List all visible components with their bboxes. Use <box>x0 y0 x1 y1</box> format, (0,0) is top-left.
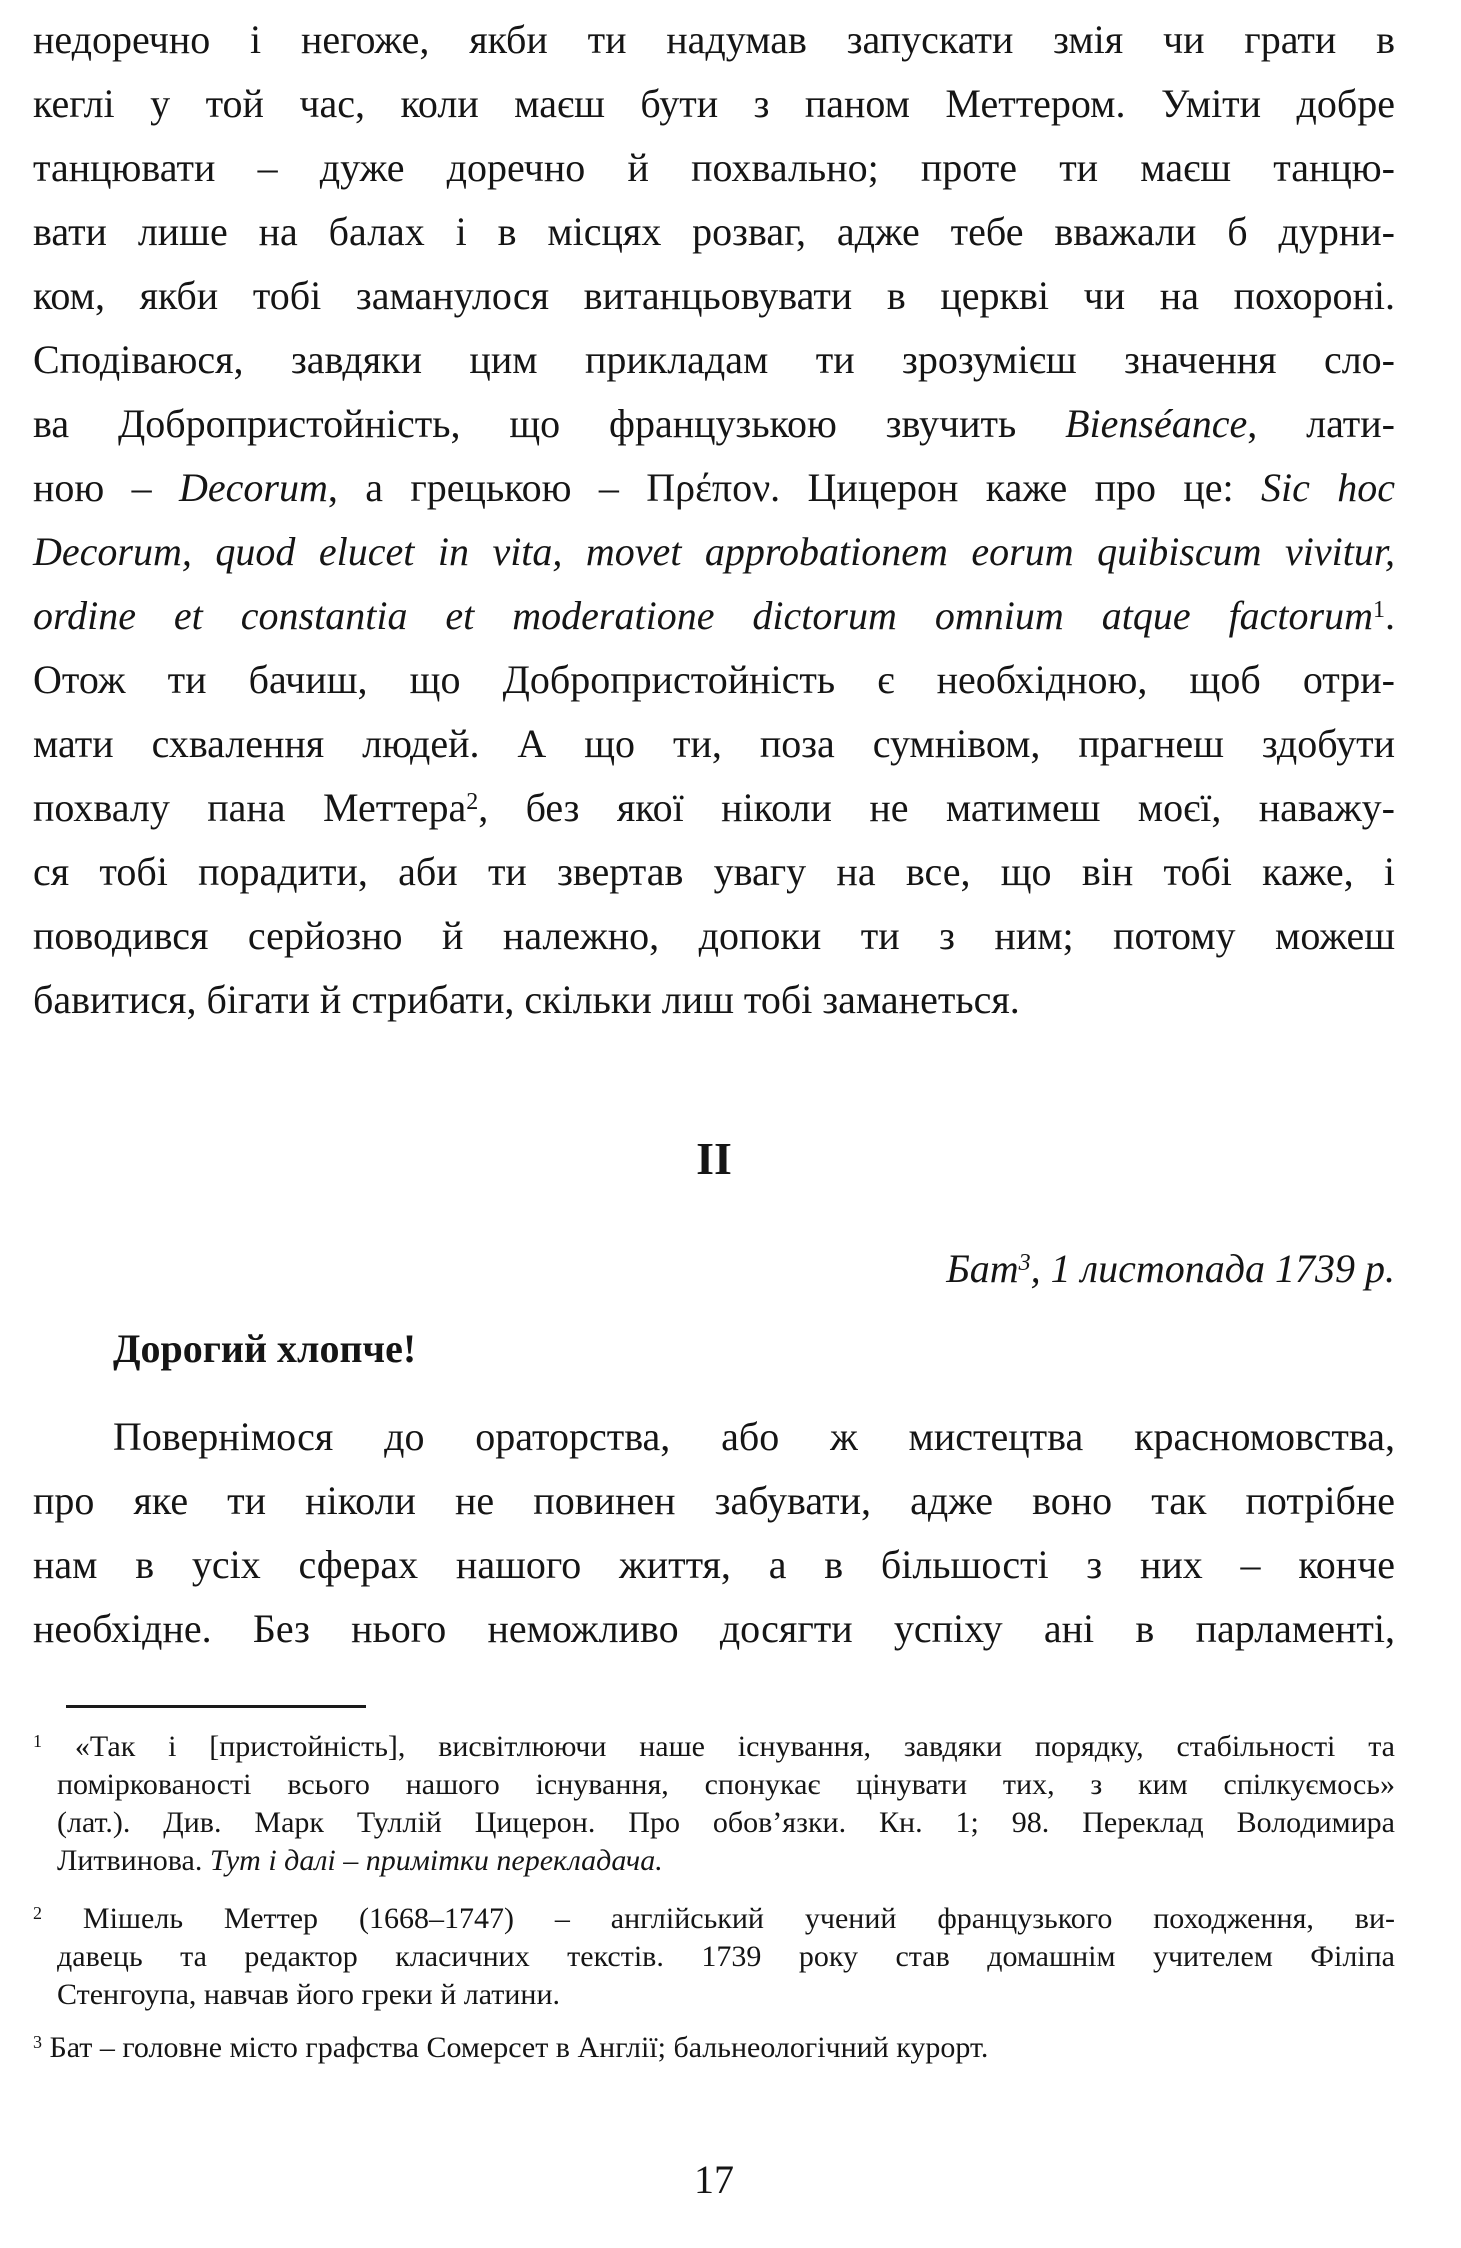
text-segment: поміркованості всього нашого існування, спонукає цінувати тих, з ким спілкуємось» <box>57 1768 1395 1801</box>
text-segment: поводився серйозно й належно, допоки ти з ним; потому можеш <box>33 913 1395 958</box>
text-segment: ва Добропристойність, що французькою звучить <box>33 401 1066 446</box>
text-segment: Bienséance <box>1065 401 1248 446</box>
text-line <box>33 904 1395 968</box>
footnote-rule <box>66 1705 366 1708</box>
page-number: 17 <box>694 2157 734 2202</box>
date-line <box>33 1237 1395 1301</box>
text-line <box>33 72 1395 136</box>
text-segment: , 1 листопада 1739 р. <box>1030 1246 1395 1291</box>
text-segment: , а грецькою – Πρέπον. Цицерон каже про це: <box>327 465 1261 510</box>
text-line <box>33 1597 1395 1661</box>
text-line <box>33 584 1395 648</box>
text-segment: «Так і [пристойність], висвітлюючи наше існування, завдяки порядку, стабільності та <box>74 1730 1395 1763</box>
text-line <box>33 392 1395 456</box>
footnote-marker: 3 <box>33 2031 42 2052</box>
text-segment: , без якої ніколи не матимеш моєї, наважу- <box>478 785 1395 830</box>
text-segment: Литвинова. <box>57 1844 210 1877</box>
text-segment: похвалу пана Меттера <box>33 785 467 830</box>
text-segment: Decorum <box>179 465 328 510</box>
text-segment: Бат – головне місто графства Сомерсет в Англії; бальнеологічний курорт. <box>49 2031 989 2064</box>
salutation: Дорогий хлопче! <box>113 1326 417 1371</box>
text-segment: Бат <box>946 1246 1019 1291</box>
superscript-reference: 2 <box>466 788 479 815</box>
text-line <box>33 840 1395 904</box>
text-segment: , лати- <box>1247 401 1395 446</box>
text-segment: ною – <box>33 465 180 510</box>
text-line <box>33 136 1395 200</box>
text-segment: танцювати – дуже доречно й похвально; проте ти маєш танцю- <box>33 145 1395 190</box>
text-segment: ком, якби тобі заманулося витанцьовувати в церкві чи на похороні. <box>33 273 1395 318</box>
footnote-marker: 2 <box>33 1902 42 1923</box>
text-line <box>33 1469 1395 1533</box>
text-line <box>33 328 1395 392</box>
text-line <box>33 968 1395 1032</box>
text-line <box>33 200 1395 264</box>
second-paragraph-lines <box>33 1405 1395 1661</box>
text-line <box>33 648 1395 712</box>
text-line <box>33 8 1395 72</box>
text-segment: Отож ти бачиш, що Добропристойність є необхідною, щоб отри- <box>33 657 1395 702</box>
text-segment: (лат.). Див. Марк Туллій Цицерон. Про обов’язки. Кн. 1; 98. Переклад Володимира <box>57 1806 1395 1839</box>
text-line <box>33 1900 1395 1938</box>
footnote-1 <box>33 1728 1395 1880</box>
text-segment: Decorum, quod elucet in vita, movet approbationem eorum quibiscum vivitur, <box>33 529 1395 574</box>
text-segment: . <box>1385 593 1395 638</box>
text-segment: давець та редактор класичних текстів. 1739 року став домашнім учителем Філіпа <box>57 1940 1395 1973</box>
text-segment: недоречно і негоже, якби ти надумав запускати змія чи грати в <box>33 17 1395 62</box>
footnote-marker: 1 <box>33 1730 42 1751</box>
text-segment: ся тобі порадити, аби ти звертав увагу на все, що він тобі каже, і <box>33 849 1395 894</box>
text-line <box>33 1237 1395 1301</box>
text-line <box>33 1533 1395 1597</box>
text-segment: Sic hoc <box>1261 465 1395 510</box>
text-segment: вати лише на балах і в місцях розваг, адже тебе вважали б дурни- <box>33 209 1395 254</box>
text-segment: Тут і далі – примітки перекладача. <box>209 1844 663 1877</box>
text-segment: Сподіваюся, завдяки цим прикладам ти зрозумієш значення сло- <box>33 337 1395 382</box>
text-line <box>33 712 1395 776</box>
footnote-3 <box>33 2029 1395 2067</box>
text-segment: Стенгоупа, навчав його греки й латини. <box>57 1978 561 2011</box>
text-segment: необхідне. Без нього неможливо досягти успіху ані в парламенті, <box>33 1606 1395 1651</box>
body-paragraph-lines <box>33 0 1395 1032</box>
text-segment: Повернімося до ораторства, або ж мистецтва красномовства, <box>113 1414 1395 1459</box>
text-segment: про яке ти ніколи не повинен забувати, адже воно так потрібне <box>33 1478 1395 1523</box>
text-line <box>57 1842 1395 1880</box>
text-segment: мати схвалення людей. А що ти, поза сумнівом, прагнеш здобути <box>33 721 1395 766</box>
text-segment: ordine et constantia et moderatione dictorum omnium atque factorum <box>33 593 1373 638</box>
text-line <box>57 1766 1395 1804</box>
text-segment: кеглі у той час, коли маєш бути з паном Меттером. Уміти добре <box>33 81 1395 126</box>
footnote-2 <box>33 1900 1395 2014</box>
section-heading: II <box>696 1133 732 1184</box>
text-segment: нам в усіх сферах нашого життя, а в більшості з них – конче <box>33 1542 1395 1587</box>
text-line <box>33 776 1395 840</box>
text-line <box>33 1728 1395 1766</box>
text-line <box>33 2029 1395 2067</box>
superscript-reference: 1 <box>1373 596 1385 623</box>
text-line <box>33 456 1395 520</box>
text-segment: Мішель Меттер (1668–1747) – англійський учений французького походження, ви- <box>82 1902 1395 1935</box>
text-line <box>57 1938 1395 1976</box>
text-segment: бавитися, бігати й стрибати, скільки лиш тобі заманеться. <box>33 977 1020 1022</box>
superscript-reference: 3 <box>1018 1249 1031 1276</box>
text-line <box>33 520 1395 584</box>
text-line <box>33 1405 1395 1469</box>
text-line <box>33 264 1395 328</box>
text-line <box>57 1976 1395 2014</box>
text-line <box>57 1804 1395 1842</box>
